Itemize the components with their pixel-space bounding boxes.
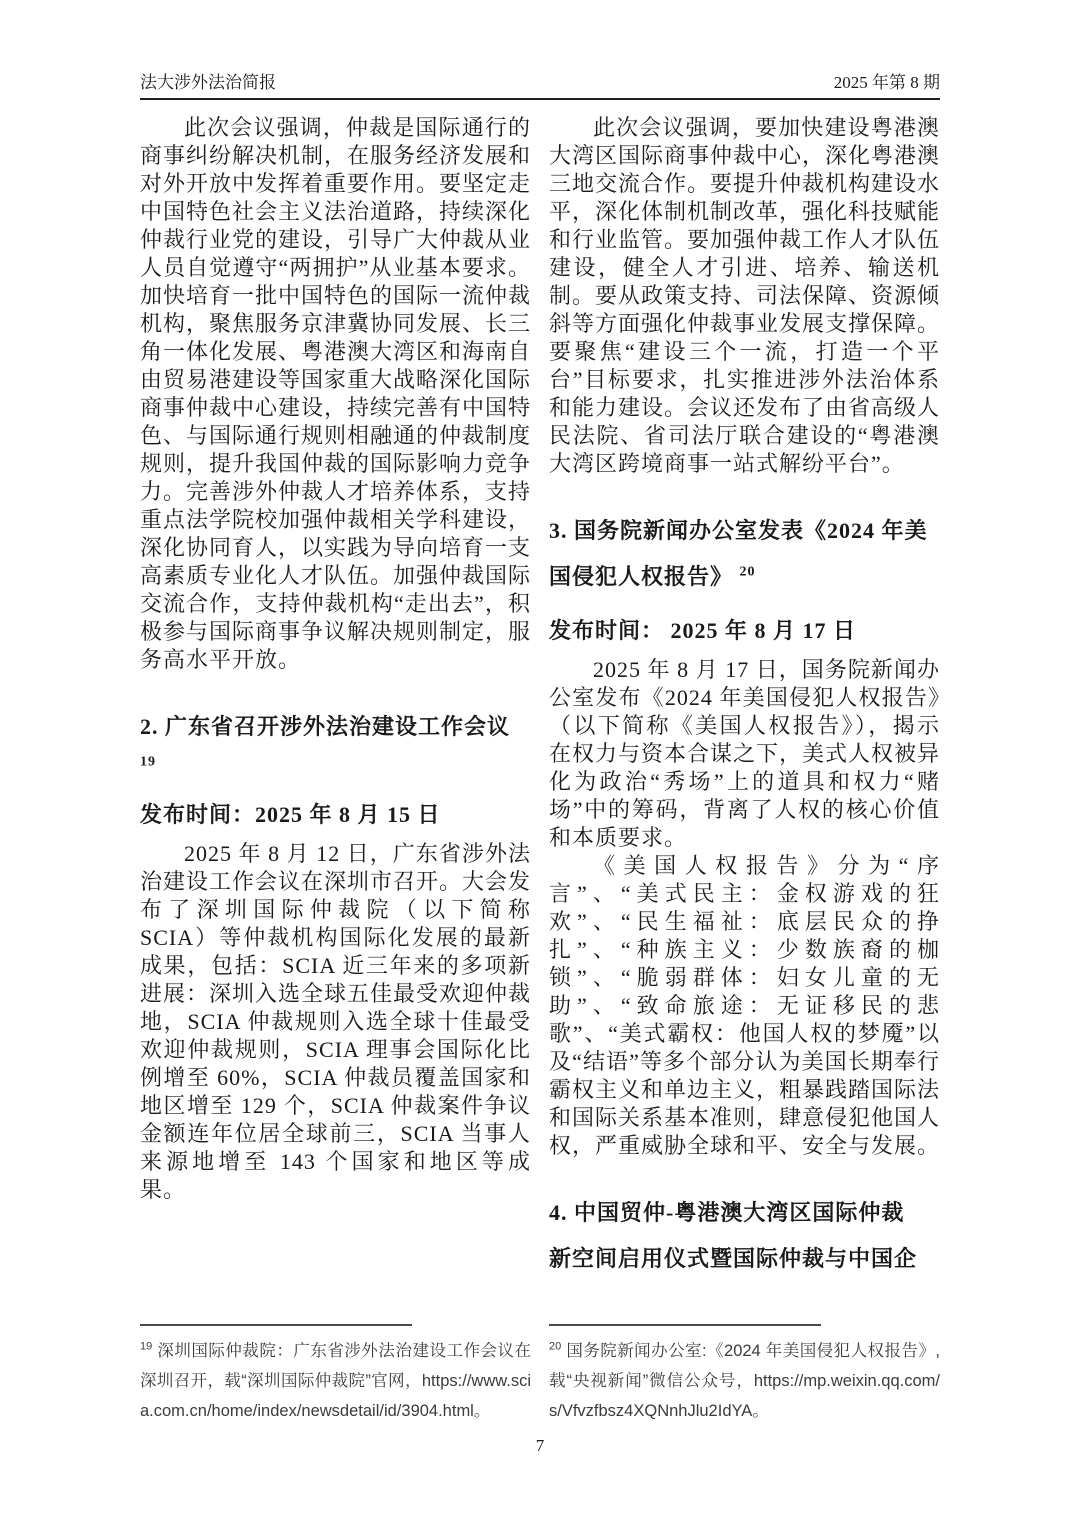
section-3-heading-line-1: 3. 国务院新闻办公室发表《2024 年美: [549, 518, 928, 543]
section-4-heading-line-2: 新空间启用仪式暨国际仲裁与中国企: [549, 1246, 918, 1271]
right-footnote-block: [549, 1324, 940, 1426]
left-footnote-block: [140, 1324, 531, 1426]
section-2-paragraph: 2025 年 8 月 12 日，广东省涉外法治建设工作会议在深圳市召开。大会发布了深圳国际仲裁院（以下简称 SCIA）等仲裁机构国际化发展的最新成果，包括：SCIA 近三年来的多项新进展：深圳入选全球五佳最受欢迎仲裁地，SCIA 仲裁规则入选全球十佳最受欢迎仲裁规则，SCIA 理事会国际化比例增至 60%，SCIA 仲裁员覆盖国家和地区增至 129 个，SCIA 仲裁案件争议金额连年位居全球前三，SCIA 当事人来源地增至 143 个国家和地区等成果。: [140, 841, 532, 1202]
section-3-heading: [549, 508, 940, 600]
footnote-19: [140, 1336, 531, 1426]
page-header: [140, 72, 940, 100]
footnote-20-text: 国务院新闻办公室:《2024 年美国侵犯人权报告》, 载“央视新闻”微信公众号，https://mp.weixin.qq.com/s/Vfvzfbsz4XQNnhJlu2IdYA。: [549, 1342, 940, 1420]
section-3-paragraph-1: 2025 年 8 月 17 日，国务院新闻办公室发布《2024 年美国侵犯人权报告》（以下简称《美国人权报告》），揭示在权力与资本合谋之下，美式人权被异化为政治“秀场”上的道具和权力“赌场”中的筹码，背离了人权的核心价值和本质要求。: [549, 657, 941, 850]
section-4-heading-line-1: 4. 中国贸仲-粤港澳大湾区国际仲裁: [549, 1200, 905, 1225]
header-issue-number: 2025 年第 8 期: [833, 73, 940, 92]
section-3-publish-time: 发布时间： 2025 年 8 月 17 日: [549, 618, 857, 643]
footnote-ref-19: 19: [140, 754, 156, 770]
footnote-separator-left: [140, 1324, 412, 1326]
footnote-19-marker: 19: [140, 1340, 153, 1353]
section-2-heading: [140, 704, 531, 784]
footnote-20-marker: 20: [549, 1340, 562, 1353]
section-3-paragraph-2: 《美国人权报告》分为“序言”、“美式民主：金权游戏的狂欢”、“民生福祉：底层民众的挣扎”、“种族主义：少数族裔的枷锁”、“脆弱群体：妇女儿童的无助”、“致命旅途：无证移民的悲歌”、“美式霸权：他国人权的梦魇”以及“结语”等多个部分认为美国长期奉行霸权主义和单边主义，粗暴践踏国际法和国际关系基本准则，肆意侵犯他国人权，严重威胁全球和平、安全与发展。: [549, 853, 941, 1158]
section-3-heading-line-2: 国侵犯人权报告》: [549, 564, 734, 589]
header-journal-title: 法大涉外法治简报: [140, 73, 276, 92]
section-2-publish-time: 发布时间：2025 年 8 月 15 日: [140, 802, 441, 827]
section-4-heading: [549, 1190, 940, 1282]
left-paragraph-1: 此次会议强调，仲裁是国际通行的商事纠纷解决机制，在服务经济发展和对外开放中发挥着重要作用。要坚定走中国特色社会主义法治道路，持续深化仲裁行业党的建设，引导广大仲裁从业人员自觉遵守“两拥护”从业基本要求。加快培育一批中国特色的国际一流仲裁机构，聚焦服务京津冀协同发展、长三角一体化发展、粤港澳大湾区和海南自由贸易港建设等国家重大战略深化国际商事仲裁中心建设，持续完善有中国特色、与国际通行规则相融通的仲裁制度规则，提升我国仲裁的国际影响力竞争力。完善涉外仲裁人才培养体系，支持重点法学院校加强仲裁相关学科建设，深化协同育人，以实践为导向培育一支高素质专业化人才队伍。加强仲裁国际交流合作，支持仲裁机构“走出去”，积极参与国际商事争议解决规则制定，服务高水平开放。: [140, 115, 532, 672]
footnote-separator-right: [549, 1324, 821, 1326]
footnote-19-text: 深圳国际仲裁院：广东省涉外法治建设工作会议在深圳召开，载“深圳国际仲裁院”官网，https://www.scia.com.cn/home/index/newsdetail/id/3904.html。: [140, 1342, 531, 1420]
page-number: 7: [535, 1436, 545, 1455]
right-paragraph-1: 此次会议强调，要加快建设粤港澳大湾区国际商事仲裁中心，深化粤港澳三地交流合作。要提升仲裁机构建设水平，深化体制机制改革，强化科技赋能和行业监管。要加强仲裁工作人才队伍建设，健全人才引进、培养、输送机制。要从政策支持、司法保障、资源倾斜等方面强化仲裁事业发展支撑保障。要聚焦“建设三个一流，打造一个平台”目标要求，扎实推进涉外法治体系和能力建设。会议还发布了由省高级人民法院、省司法厅联合建设的“粤港澳大湾区跨境商事一站式解纷平台”。: [549, 115, 941, 476]
right-column: [549, 114, 940, 1426]
footnote-ref-20: 20: [739, 564, 756, 580]
two-column-body: [140, 114, 940, 1426]
footnote-20: [549, 1336, 940, 1426]
section-2-heading-text: 2. 广东省召开涉外法治建设工作会议: [140, 714, 511, 739]
left-column: [140, 114, 531, 1426]
